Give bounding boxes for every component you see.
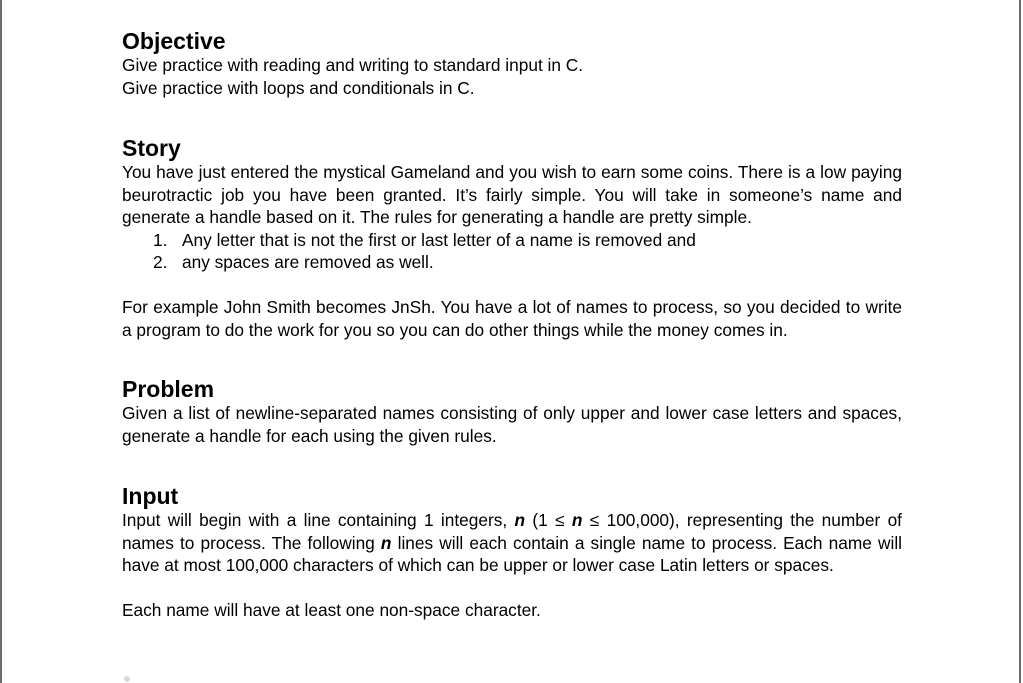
story-paragraph: You have just entered the mystical Gameland and you wish to earn some coins. There is a low paying beurotractic job you have been granted. It’s fairly simple. You will take in someone’s name and generate a handle based on it. The rules for generating a handle are pretty simple. xyxy=(122,162,902,227)
input-heading: Input xyxy=(122,483,179,509)
objective-section xyxy=(122,28,583,99)
objective-line-2: Give practice with loops and conditionals in C. xyxy=(122,77,475,98)
problem-section xyxy=(122,376,902,447)
problem-paragraph: Given a list of newline-separated names consisting of only upper and lower case letters and spaces, generate a handle for each using the given rules. xyxy=(122,403,902,446)
input-note: Each name will have at least one non-space character. xyxy=(122,600,541,620)
list-number: 2. xyxy=(153,252,168,272)
story-heading: Story xyxy=(122,135,181,161)
list-item xyxy=(122,251,902,274)
input-text: Input will begin with a line containing 1 integers, xyxy=(122,510,515,530)
story-section xyxy=(122,135,902,341)
list-number: 1. xyxy=(153,229,168,250)
cut-off-mark xyxy=(124,676,130,682)
list-item xyxy=(122,229,902,252)
rules-list xyxy=(122,229,902,274)
input-section xyxy=(122,483,902,622)
story-example: For example John Smith becomes JnSh. You have a lot of names to process, so you decided to write a program to do the work for you so you can do other things while the money comes in. xyxy=(122,297,902,340)
input-text: ≤ 100,000), representing the number of names to process. The following xyxy=(122,510,902,553)
input-text: (1 ≤ xyxy=(525,510,572,530)
variable-n: n xyxy=(380,532,392,553)
list-text: any spaces are removed as well. xyxy=(182,252,434,272)
objective-heading: Objective xyxy=(122,28,226,54)
input-text: lines will each contain a single name to process. Each name will have at most 100,000 characters of which can be upper or lower case Latin letters or spaces. xyxy=(122,532,903,575)
variable-n: n xyxy=(571,510,583,530)
variable-n: n xyxy=(514,510,526,530)
list-text: Any letter that is not the first or last letter of a name is removed and xyxy=(182,229,696,250)
input-paragraph xyxy=(122,509,902,577)
objective-line-1: Give practice with reading and writing to standard input in C. xyxy=(122,55,584,75)
problem-heading: Problem xyxy=(122,376,215,402)
